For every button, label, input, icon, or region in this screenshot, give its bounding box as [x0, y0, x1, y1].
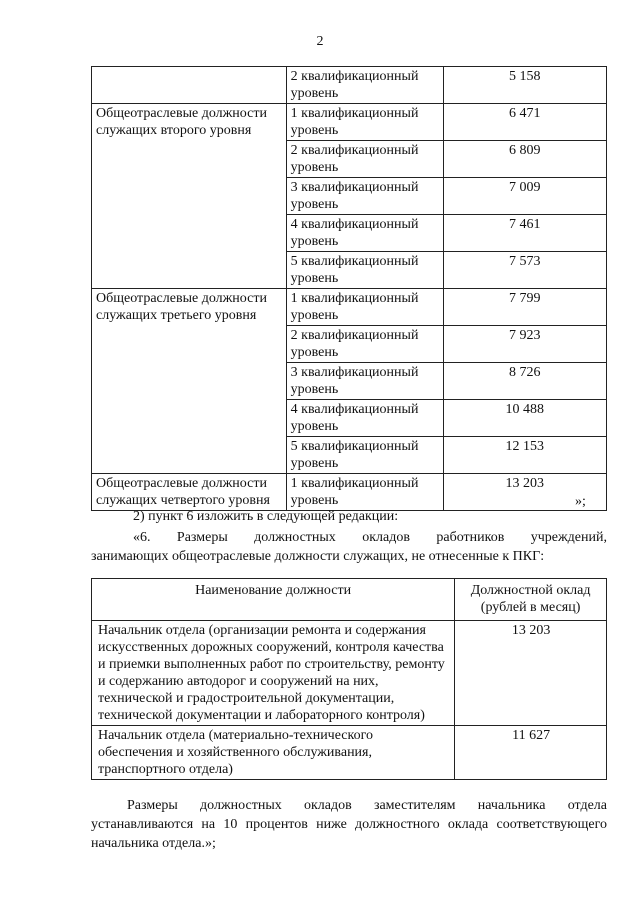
salary-cell: 10 488	[443, 400, 606, 437]
salary-cell: 7 923	[443, 326, 606, 363]
position-cell: Начальник отдела (материально-технического обеспечения и хозяйственного обслуживания, транспортного отдела)	[92, 726, 455, 780]
salary-cell: 7 009	[443, 178, 606, 215]
item-6-line-1: «6. Размеры должностных окладов работников учреждений,	[133, 530, 607, 545]
level-cell: 3 квалификационный уровень	[286, 363, 443, 400]
salary-header: Должностной оклад (рублей в месяц)	[455, 579, 607, 621]
salary-levels-table	[91, 66, 607, 511]
table-row	[92, 67, 607, 104]
group-cell: Общеотраслевые должности служащих третьего уровня	[92, 289, 287, 474]
level-cell: 4 квалификационный уровень	[286, 215, 443, 252]
salary-cell: 13 203	[443, 474, 606, 511]
salary-cell: 5 158	[443, 67, 606, 104]
positions-salary-table	[91, 578, 607, 780]
item-6-line-2: занимающих общеотраслевые должности служащих, не отнесенные к ПКГ:	[91, 549, 545, 564]
level-cell: 2 квалификационный уровень	[286, 141, 443, 178]
final-paragraph: Размеры должностных окладов заместителям начальника отдела устанавливаются на 10 процентов ниже должностного оклада соответствующего начальника отдела.»;	[91, 798, 607, 851]
salary-cell: 8 726	[443, 363, 606, 400]
salary-cell: 7 799	[443, 289, 606, 326]
level-cell: 5 квалификационный уровень	[286, 437, 443, 474]
salary-cell: 13 203	[455, 621, 607, 726]
level-cell: 1 квалификационный уровень	[286, 104, 443, 141]
salary-cell: 11 627	[455, 726, 607, 780]
salary-cell: 7 461	[443, 215, 606, 252]
table-row	[92, 726, 607, 780]
position-header: Наименование должности	[92, 579, 455, 621]
table-row	[92, 474, 607, 511]
table-row	[92, 104, 607, 141]
group-cell: Общеотраслевые должности служащих второго уровня	[92, 104, 287, 289]
level-cell: 1 квалификационный уровень	[286, 474, 443, 511]
table-row	[92, 289, 607, 326]
group-cell: Общеотраслевые должности служащих четвертого уровня	[92, 474, 287, 511]
salary-cell: 6 809	[443, 141, 606, 178]
level-cell: 1 квалификационный уровень	[286, 289, 443, 326]
position-cell: Начальник отдела (организации ремонта и содержания искусственных дорожных сооружений, контроля качества и приемки выполненных работ по строительству, ремонту и содержанию автодорог и сооружений на них, технической и градостроительной документации, технической документации и лабораторного контроля)	[92, 621, 455, 726]
level-cell: 4 квалификационный уровень	[286, 400, 443, 437]
group-cell	[92, 67, 287, 104]
level-cell: 2 квалификационный уровень	[286, 67, 443, 104]
salary-cell: 12 153	[443, 437, 606, 474]
table-header-row	[92, 579, 607, 621]
closing-quote: »;	[575, 494, 586, 509]
level-cell: 3 квалификационный уровень	[286, 178, 443, 215]
salary-cell: 6 471	[443, 104, 606, 141]
salary-cell: 7 573	[443, 252, 606, 289]
page-number: 2	[316, 34, 324, 49]
item-2-paragraph: 2) пункт 6 изложить в следующей редакции:	[133, 509, 399, 524]
level-cell: 5 квалификационный уровень	[286, 252, 443, 289]
table-row	[92, 621, 607, 726]
level-cell: 2 квалификационный уровень	[286, 326, 443, 363]
